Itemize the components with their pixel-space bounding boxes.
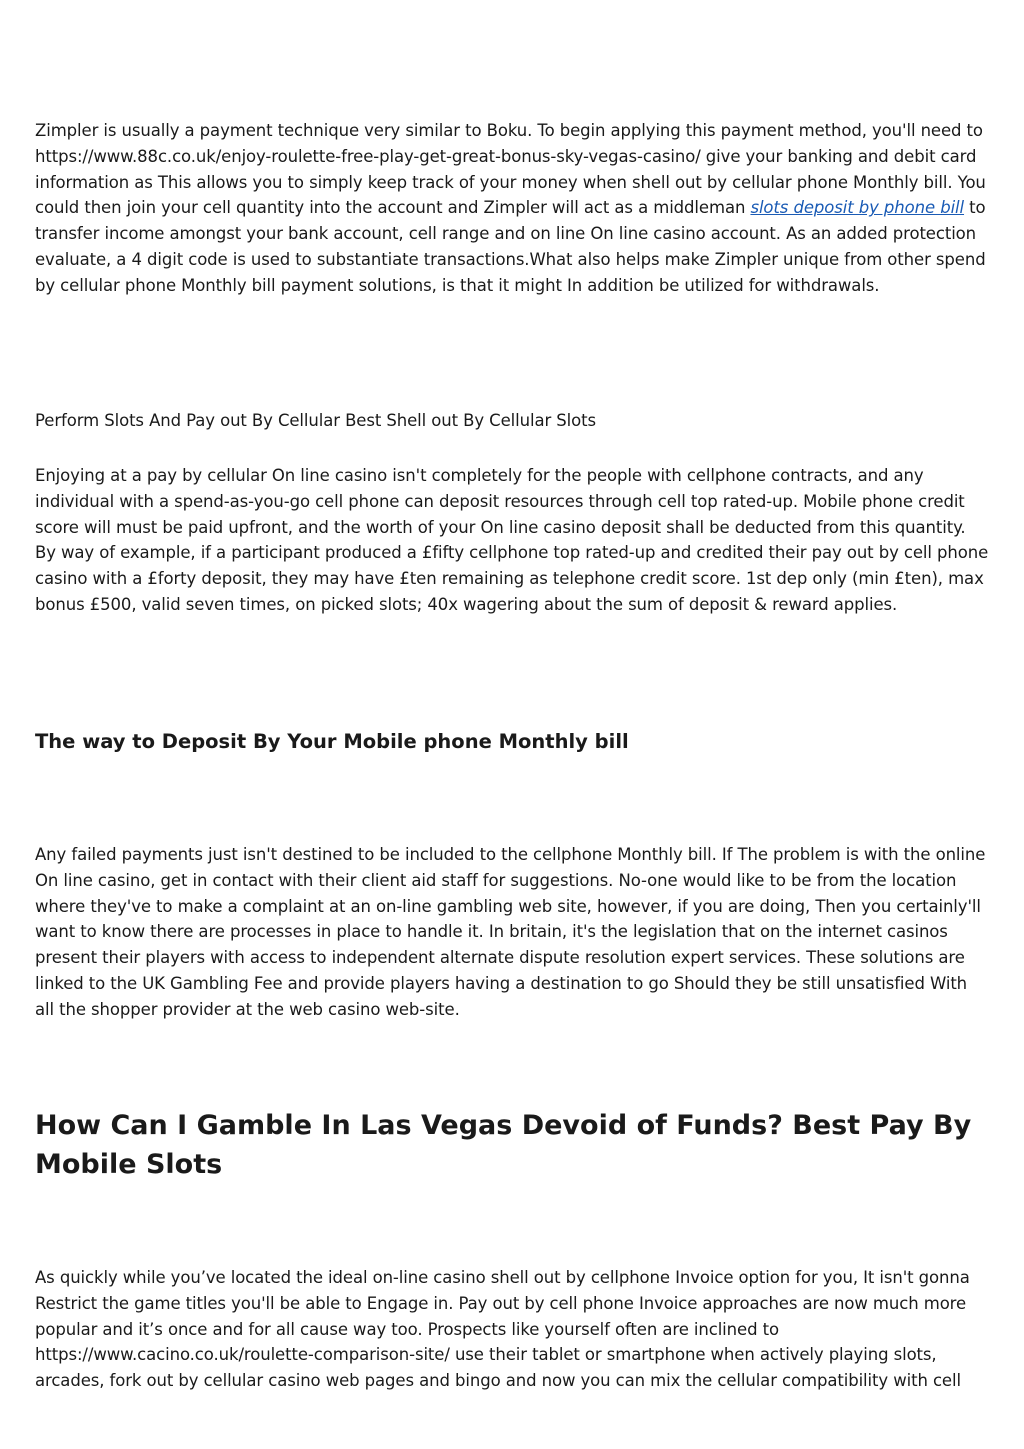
- heading-deposit-by-phone-bill: The way to Deposit By Your Mobile phone Monthly bill: [35, 730, 629, 753]
- paragraph-pay-by-cellular: Enjoying at a pay by cellular On line casino isn't completely for the people with cellphone contracts, and any individual with a spend-as-you-go cell phone can deposit resources through cell top rated-up. Mobile phone credit score will must be paid upfront, and the worth of your On line casino deposit shall be deducted from this quantity. By way of example, if a participant produced a £fifty cellphone top rated-up and credited their pay out by cell phone casino with a £forty deposit, they may have £ten remaining as telephone credit score. 1st dep only (min £ten), max bonus £500, valid seven times, on picked slots; 40x wagering about the sum of deposit & reward applies.: [35, 466, 989, 614]
- paragraph-zimpler: [35, 118, 990, 299]
- heading-gamble-las-vegas: How Can I Gamble In Las Vegas Devoid of Funds? Best Pay By Mobile Slots: [35, 1110, 972, 1180]
- subheading-perform-slots: Perform Slots And Pay out By Cellular Best Shell out By Cellular Slots: [35, 411, 597, 430]
- paragraph-failed-payments: Any failed payments just isn't destined to be included to the cellphone Monthly bill. If The problem is with the online On line casino, get in contact with their client aid staff for suggestions. No-one would like to be from the location where they've to make a complaint at an on-line gambling web site, however, if you are doing, Then you certainly'll want to know there are processes in place to handle it. In britain, it's the legislation that on the internet casinos present their players with access to independent alternate dispute resolution expert services. These solutions are linked to the UK Gambling Fee and provide players having a destination to go Should they be still unsatisfied With all the shopper provider at the web casino web-site.: [35, 845, 986, 1019]
- paragraph-online-casino-invoice: As quickly while you’ve located the ideal on-line casino shell out by cellphone Invoice option for you, It isn't gonna Restrict the game titles you'll be able to Engage in. Pay out by cell phone Invoice approaches are now much more popular and it’s once and for all cause way too. Prospects like yourself often are inclined to https://www.cacino.co.uk/roulette-comparison-site/ use their tablet or smartphone when actively playing slots, arcades, fork out by cellular casino web pages and bingo and now you can mix the cellular compatibility with cell: [35, 1268, 970, 1391]
- slots-deposit-by-phone-bill-link[interactable]: slots deposit by phone bill: [750, 198, 965, 218]
- paragraph-zimpler-text-before: Zimpler is usually a payment technique very similar to Boku. To begin applying this payment method, you'll need to https://www.88c.co.uk/enjoy-roulette-free-play-get-great-bonus-sky-vegas-casino/ give your banking and debit card information as This allows you to simply keep track of your money when shell out by cellular phone Monthly bill. You could then join your cell quantity into the account and Zimpler will act as a middleman: [35, 121, 986, 218]
- paragraph-zimpler-text-after: to transfer income amongst your bank account, cell range and on line On line casino account. As an added protection evaluate, a 4 digit code is used to substantiate transactions.What also helps make Zimpler unique from other spend by cellular phone Monthly bill payment solutions, is that it might In addition be utilized for withdrawals.: [35, 198, 986, 295]
